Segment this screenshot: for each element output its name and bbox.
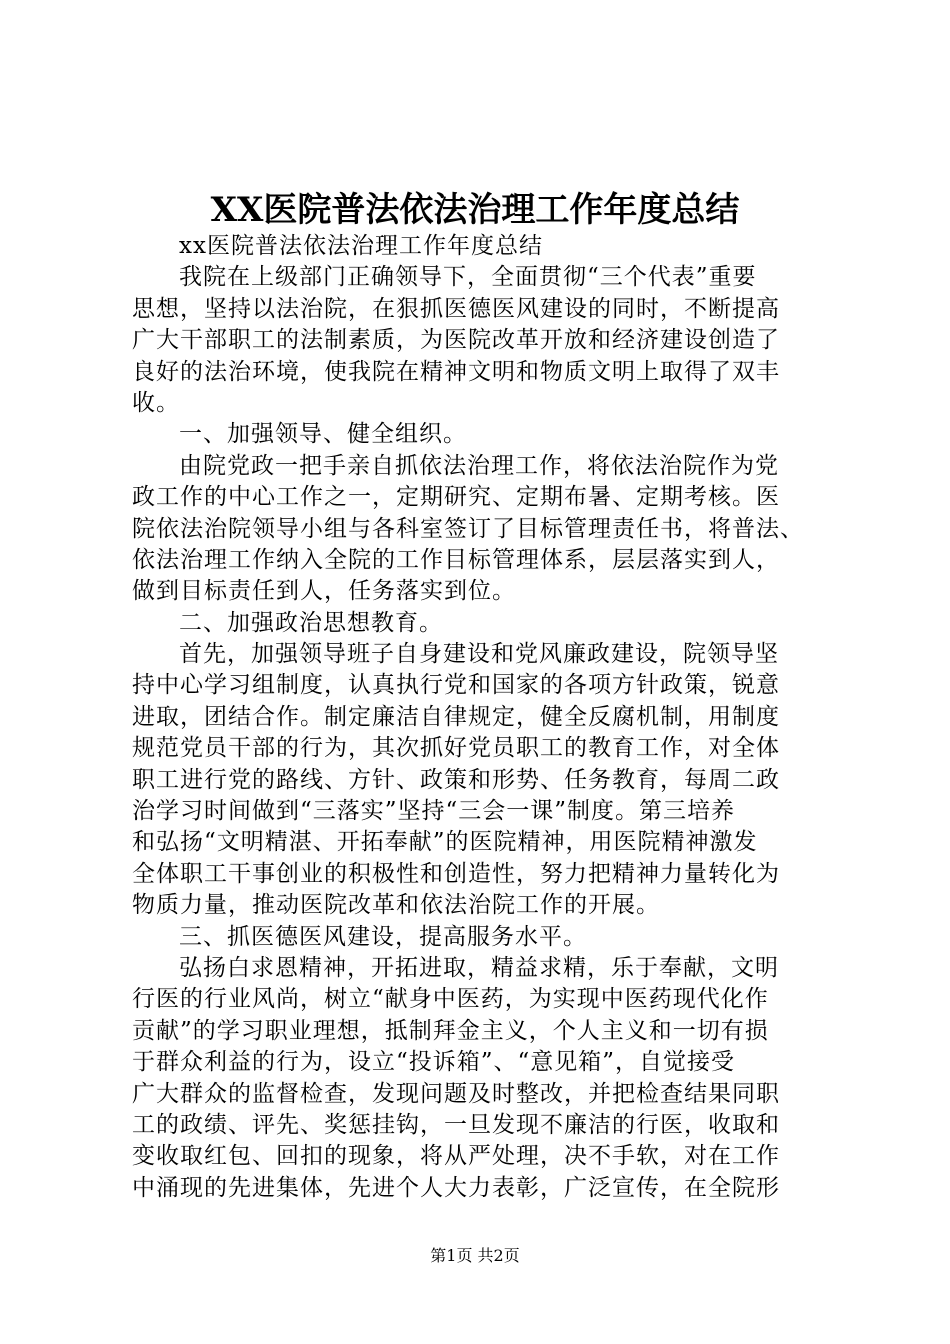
text-line: 思想，坚持以法治院，在狠抓医德医风建设的同时，不断提高	[132, 295, 780, 322]
document-title: XX医院普法依法治理工作年度总结	[210, 190, 740, 230]
text-line: 收。	[132, 389, 180, 416]
text-line: 弘扬白求恩精神，开拓进取，精益求精，乐于奉献，文明	[179, 954, 779, 981]
text-line: 全体职工干事创业的积极性和创造性，努力把精神力量转化为	[132, 860, 780, 887]
text-line: 广大群众的监督检查，发现问题及时整改，并把检查结果同职	[132, 1080, 780, 1107]
text-line: 职工进行党的路线、方针、政策和形势、任务教育，每周二政	[132, 766, 780, 793]
text-line: 三、抓医德医风建设，提高服务水平。	[179, 923, 587, 950]
text-line: 二、加强政治思想教育。	[179, 609, 443, 636]
text-line: 院依法治院领导小组与各科室签订了目标管理责任书，将普法、	[132, 515, 804, 542]
text-line: 治学习时间做到“三落实”坚持“三会一课”制度。第三培养	[132, 798, 736, 825]
text-line: 贡献”的学习职业理想，抵制拜金主义，个人主义和一切有损	[132, 1017, 769, 1044]
text-line: 于群众利益的行为，设立“投诉箱”、“意见箱”，自觉接受	[132, 1049, 736, 1076]
text-line: 做到目标责任到人，任务落实到位。	[132, 578, 516, 605]
text-line: 一、加强领导、健全组织。	[179, 421, 467, 448]
text-line: 广大干部职工的法制素质，为医院改革开放和经济建设创造了	[132, 327, 780, 354]
text-line: 我院在上级部门正确领导下，全面贯彻“三个代表”重要	[179, 264, 757, 291]
text-line: 由院党政一把手亲自抓依法治理工作，将依法治院作为党	[179, 452, 779, 479]
text-line: 物质力量，推动医院改革和依法治院工作的开展。	[132, 892, 660, 919]
text-line: 工的政绩、评先、奖惩挂钩，一旦发现不廉洁的行医，收取和	[132, 1111, 780, 1138]
text-line: 良好的法治环境，使我院在精神文明和物质文明上取得了双丰	[132, 358, 780, 385]
text-line: 变收取红包、回扣的现象，将从严处理，决不手软，对在工作	[132, 1143, 780, 1170]
text-line: 规范党员干部的行为，其次抓好党员职工的教育工作，对全体	[132, 735, 780, 762]
text-line: 持中心学习组制度，认真执行党和国家的各项方针政策，锐意	[132, 672, 780, 699]
text-line: 首先，加强领导班子自身建设和党风廉政建设，院领导坚	[179, 641, 779, 668]
text-line: 政工作的中心工作之一，定期研究、定期布暑、定期考核。医	[132, 484, 780, 511]
text-line: 和弘扬“文明精湛、开拓奉献”的医院精神，用医院精神激发	[132, 829, 758, 856]
text-line: xx医院普法依法治理工作年度总结	[179, 233, 543, 259]
text-line: 中涌现的先进集体，先进个人大力表彰，广泛宣传，在全院形	[132, 1174, 780, 1201]
page-footer: 第1页 共2页	[430, 1246, 520, 1265]
document-body	[132, 231, 837, 1204]
text-line: 行医的行业风尚，树立“献身中医药，为实现中医药现代化作	[132, 986, 769, 1013]
text-line: 进取，团结合作。制定廉洁自律规定，健全反腐机制，用制度	[132, 703, 780, 730]
text-line: 依法治理工作纳入全院的工作目标管理体系，层层落实到人，	[132, 546, 780, 573]
